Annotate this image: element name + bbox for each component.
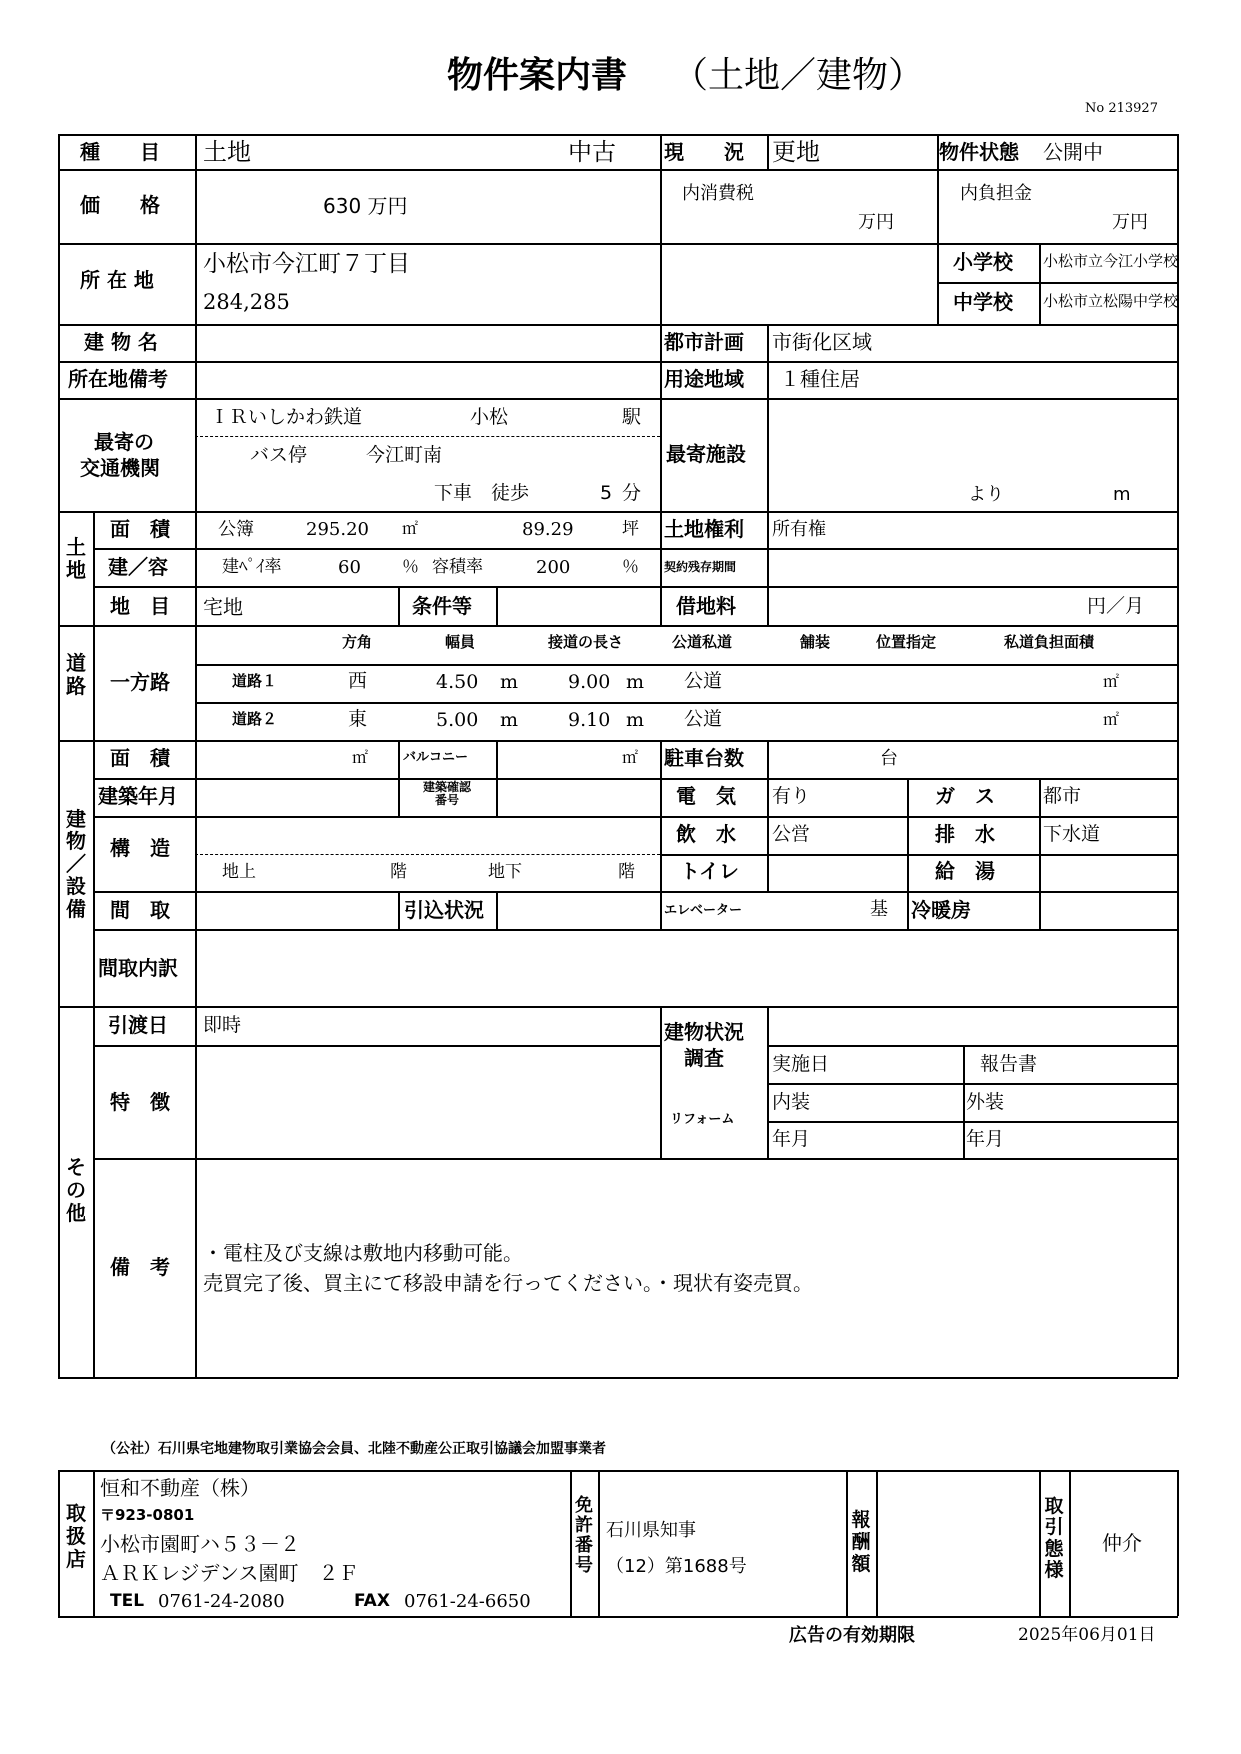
hotwater-label: 給 湯: [935, 859, 995, 883]
road-1-length-unit: m: [626, 671, 645, 693]
exterior-date-label: 年月: [966, 1128, 1005, 1150]
road-header-direction: 方角: [342, 633, 373, 651]
road-2-type: 公道: [684, 708, 723, 730]
parking-label: 駐車台数: [664, 746, 744, 770]
agent-company: 恒和不動産（株）: [100, 1476, 260, 1500]
inspection-date-label: 実施日: [772, 1053, 830, 1075]
remarks-line-2: 売買完了後、買主にて移設申請を行ってください。・現状有姿売買。: [203, 1271, 813, 1295]
bcr-unit: ％: [402, 557, 419, 577]
location-note-label: 所在地備考: [68, 367, 168, 391]
category-label: 地 目: [110, 594, 170, 618]
road-header-length: 接道の長さ: [548, 633, 624, 651]
road-header-private-area: 私道負担面積: [1004, 633, 1095, 651]
price-value: 630 万円: [323, 194, 408, 218]
balcony-label: バルコニー: [403, 750, 469, 765]
gas-value: 都市: [1043, 785, 1082, 807]
aircon-label: 冷暖房: [911, 898, 971, 922]
bus-stop: 今江町南: [366, 444, 443, 466]
price-label: 価 格: [80, 193, 160, 217]
walk-minutes: 5: [600, 482, 613, 504]
agent-tel: 0761-24-2080: [158, 1591, 285, 1612]
agent-side-label: 取 扱 店: [66, 1501, 86, 1571]
ad-expiry-label: 広告の有効期限: [789, 1625, 915, 1646]
agent-tel-label: TEL: [110, 1591, 145, 1611]
road-side-label: 道路: [66, 651, 86, 698]
road-2-length-unit: m: [626, 709, 645, 731]
transport-label-2: 交通機関: [80, 456, 160, 480]
ratio-label: 建／容: [108, 555, 168, 579]
electric-value: 有り: [772, 785, 811, 807]
reform-label: リフォーム: [670, 1112, 735, 1127]
road-1-direction: 西: [348, 670, 368, 692]
remarks-label: 備 考: [110, 1255, 170, 1279]
structure-label: 構 造: [110, 836, 170, 860]
road-1-type: 公道: [684, 670, 723, 692]
floors-below-label: 地下: [488, 862, 522, 882]
conditions-label: 条件等: [412, 594, 472, 618]
land-area-label: 面 積: [110, 517, 170, 541]
burden-label: 内負担金: [960, 183, 1032, 204]
road-2-name: 道路２: [232, 710, 278, 728]
transport-station: 小松: [470, 406, 509, 428]
interior-label: 内装: [772, 1091, 811, 1113]
land-side-label: 土地: [66, 535, 86, 582]
facility-from: より: [968, 484, 1004, 505]
land-right-value: 所有権: [772, 519, 826, 540]
land-area-tsubo-unit: 坪: [622, 519, 639, 539]
road-1-width-unit: m: [500, 671, 519, 693]
agent-address-1: 小松市園町ハ５３－２: [100, 1532, 300, 1556]
elementary-label: 小学校: [953, 250, 1013, 274]
license-side-label: 免 許 番 号: [575, 1495, 593, 1577]
document-number: No 213927: [1085, 101, 1158, 116]
far-label: 容積率: [432, 557, 483, 577]
road-header-pavement: 舗装: [800, 633, 831, 651]
tax-unit: 万円: [858, 212, 894, 233]
report-label: 報告書: [980, 1053, 1038, 1075]
elementary-value: 小松市立今江小学校: [1043, 252, 1179, 270]
building-area-label: 面 積: [110, 746, 170, 770]
far-value: 200: [536, 557, 571, 578]
layout-detail-label: 間取内訳: [98, 956, 178, 980]
location-address: 小松市今江町７丁目: [203, 251, 410, 277]
elevator-label: エレベーター: [664, 903, 743, 918]
mode-value: 仲介: [1102, 1531, 1142, 1555]
transport-station-unit: 駅: [622, 406, 642, 428]
land-right-label: 土地権利: [664, 517, 744, 541]
toilet-label: トイレ: [680, 859, 739, 883]
zoning-value: １種住居: [780, 367, 860, 391]
road-header-type: 公道私道: [672, 633, 733, 651]
floors-above-label: 地上: [222, 862, 256, 882]
lead-label: 引込状況: [404, 898, 484, 922]
handover-value: 即時: [203, 1014, 242, 1036]
facility-label: 最寄施設: [666, 442, 746, 466]
junior-label: 中学校: [953, 290, 1013, 314]
cert-label: 建築確認 番号: [422, 780, 471, 808]
tax-label: 内消費税: [682, 183, 754, 204]
road-2-width: 5.00: [436, 709, 479, 731]
license-number: （12）第1688号: [606, 1556, 747, 1577]
drain-value: 下水道: [1043, 823, 1101, 845]
exterior-label: 外装: [966, 1091, 1005, 1113]
water-value: 公営: [772, 823, 811, 845]
burden-unit: 万円: [1112, 212, 1148, 233]
road-2-direction: 東: [348, 708, 368, 730]
location-label: 所 在 地: [80, 268, 154, 292]
road-header-designation: 位置指定: [876, 633, 937, 651]
land-area-m2: 295.20: [306, 519, 369, 540]
walk-label: 下車 徒歩: [434, 482, 530, 504]
zoning-label: 用途地域: [664, 367, 744, 391]
far-unit: ％: [622, 557, 639, 577]
type-condition: 中古: [568, 138, 616, 166]
road-1-width: 4.50: [436, 671, 479, 693]
elevator-unit: 基: [870, 899, 888, 920]
status-label: 現 況: [664, 140, 744, 164]
agent-fax: 0761-24-6650: [404, 1591, 531, 1612]
road-type-label: 一方路: [110, 670, 170, 694]
lease-period-label: 契約残存期間: [664, 560, 737, 574]
road-1-length: 9.00: [568, 671, 611, 693]
transport-line: ＩＲいしかわ鉄道: [210, 406, 363, 428]
mode-side-label: 取 引 態 様: [1044, 1495, 1064, 1581]
ad-expiry-date: 2025年06月01日: [1018, 1625, 1156, 1645]
building-area-unit: ㎡: [352, 748, 369, 767]
balcony-unit: ㎡: [622, 748, 639, 767]
remarks-line-1: ・電柱及び支線は敷地内移動可能。: [203, 1241, 523, 1265]
transport-label-1: 最寄の: [94, 430, 154, 454]
type-label: 種 目: [80, 140, 160, 164]
water-label: 飲 水: [676, 822, 736, 846]
location-lot: 284,285: [203, 290, 290, 314]
association-text: （公社）石川県宅地建物取引業協会会員、北陸不動産公正取引協議会加盟事業者: [102, 1441, 606, 1457]
road-1-area-unit: ㎡: [1103, 672, 1120, 691]
walk-unit: 分: [622, 482, 642, 504]
road-2-length: 9.10: [568, 709, 611, 731]
bcr-value: 60: [338, 557, 361, 578]
building-side-label: 建 物 ／ 設 備: [66, 807, 86, 921]
built-label: 建築年月: [98, 784, 178, 808]
inspection-label-1: 建物状況: [664, 1020, 744, 1044]
land-area-tsubo: 89.29: [522, 519, 574, 540]
building-name-label: 建 物 名: [84, 330, 158, 354]
city-plan-value: 市街化区域: [772, 330, 872, 354]
fee-side-label: 報 酬 額: [851, 1509, 871, 1575]
facility-unit: m: [1113, 484, 1131, 505]
rent-label: 借地料: [676, 594, 736, 618]
features-label: 特 徴: [110, 1090, 170, 1114]
page-subtitle: （土地／建物）: [672, 55, 925, 96]
license-issuer: 石川県知事: [606, 1520, 696, 1541]
agent-postal: 〒923-0801: [100, 1506, 195, 1524]
agent-fax-label: FAX: [354, 1591, 390, 1611]
page-title: 物件案内書: [447, 55, 628, 96]
drain-label: 排 水: [935, 822, 995, 846]
handover-label: 引渡日: [108, 1013, 168, 1037]
agent-address-2: ＡＲＫレジデンス園町 ２Ｆ: [100, 1561, 359, 1585]
bcr-label: 建ﾍﾟｲ率: [222, 557, 282, 577]
type-value: 土地: [203, 138, 251, 166]
interior-date-label: 年月: [772, 1128, 811, 1150]
floors-above-unit: 階: [390, 862, 407, 882]
electric-label: 電 気: [676, 784, 736, 808]
layout-label: 間 取: [110, 898, 170, 922]
road-header-width: 幅員: [445, 633, 476, 651]
status-value: 更地: [772, 138, 820, 166]
road-1-name: 道路１: [232, 672, 278, 690]
property-state-value: 公開中: [1043, 140, 1103, 164]
city-plan-label: 都市計画: [664, 330, 744, 354]
bus-label: バス停: [250, 444, 308, 466]
gas-label: ガ ス: [935, 784, 995, 808]
rent-unit: 円／月: [1087, 595, 1145, 617]
category-value: 宅地: [203, 595, 243, 619]
road-2-width-unit: m: [500, 709, 519, 731]
parking-unit: 台: [880, 748, 898, 769]
junior-value: 小松市立松陽中学校: [1043, 292, 1179, 310]
inspection-label-2: 調査: [684, 1046, 724, 1070]
property-state-label: 物件状態: [939, 140, 1019, 164]
road-2-area-unit: ㎡: [1103, 710, 1120, 729]
other-side-label: そ の 他: [66, 1155, 86, 1225]
land-area-prefix: 公簿: [218, 519, 254, 540]
floors-below-unit: 階: [618, 862, 635, 882]
land-area-m2-unit: ㎡: [402, 519, 419, 538]
